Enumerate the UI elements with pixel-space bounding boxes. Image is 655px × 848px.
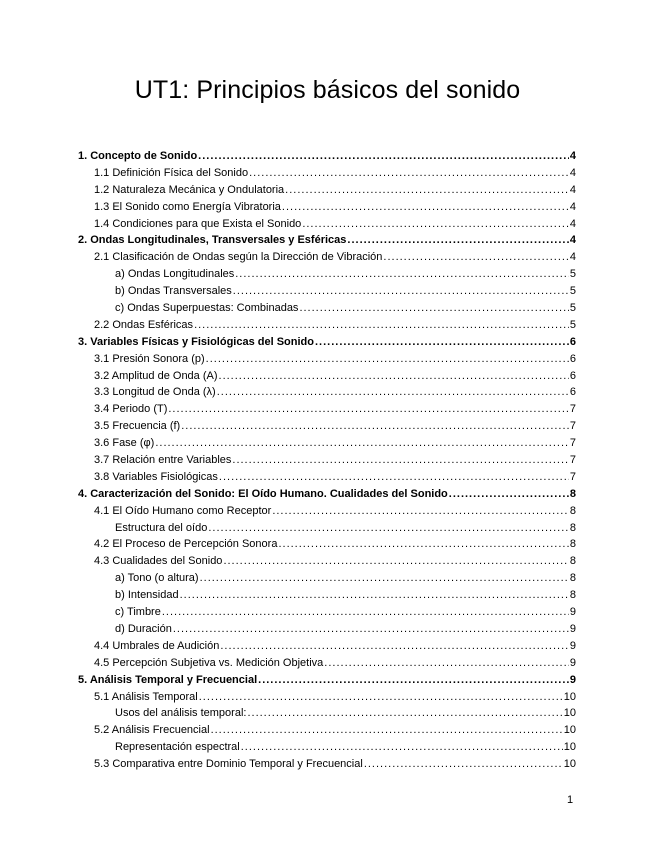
toc-dot-leader: [241, 739, 563, 756]
toc-dot-leader: [155, 435, 569, 452]
toc-entry-label: c) Timbre: [115, 606, 161, 619]
toc-entry-label: 4.1 El Oído Humano como Receptor: [94, 504, 272, 517]
toc-entry-label: 4.3 Cualidades del Sonido: [94, 555, 223, 568]
toc-dot-leader: [173, 621, 569, 638]
toc-entry-label: Representación espectral: [115, 741, 240, 754]
toc-entry[interactable]: [78, 334, 576, 351]
toc-dot-leader: [180, 587, 569, 604]
toc-entry[interactable]: [78, 148, 576, 165]
toc-entry-label: 3. Variables Físicas y Fisiológicas del Sonido: [78, 335, 314, 348]
toc-entry-label: 3.4 Periodo (T): [94, 403, 168, 416]
toc-entry[interactable]: [78, 469, 576, 486]
toc-entry-page: 9: [569, 673, 576, 686]
toc-dot-leader: [299, 300, 568, 317]
toc-entry-label: 3.2 Amplitud de Onda (A): [94, 369, 218, 382]
toc-entry-label: b) Ondas Transversales: [115, 285, 232, 298]
toc-entry-page: 7: [569, 437, 576, 450]
toc-entry[interactable]: [78, 672, 576, 689]
toc-entry-page: 4: [569, 217, 576, 230]
toc-entry[interactable]: [78, 418, 576, 435]
toc-entry-label: 4.5 Percepción Subjetiva vs. Medición Objetiva: [94, 656, 324, 669]
toc-entry-label: 5.2 Análisis Frecuencial: [94, 724, 210, 737]
toc-dot-leader: [235, 266, 569, 283]
toc-entry-page: 4: [569, 251, 576, 264]
toc-entry[interactable]: [78, 368, 576, 385]
toc-dot-leader: [324, 655, 569, 672]
toc-entry-page: 8: [569, 504, 576, 517]
toc-entry-label: 3.3 Longitud de Onda (λ): [94, 386, 216, 399]
toc-entry-page: 9: [569, 656, 576, 669]
document-title: UT1: Principios básicos del sonido: [134, 76, 521, 104]
toc-entry-label: a) Ondas Longitudinales: [115, 268, 235, 281]
toc-entry-page: 6: [569, 335, 576, 348]
toc-entry-page: 4: [569, 150, 576, 162]
toc-dot-leader: [181, 418, 569, 435]
toc-dot-leader: [278, 536, 568, 553]
toc-entry-label: d) Duración: [115, 622, 172, 635]
toc-entry[interactable]: [78, 570, 576, 587]
toc-entry-page: 9: [569, 622, 576, 635]
toc-entry-label: 1.3 El Sonido como Energía Vibratoria: [94, 200, 281, 213]
toc-entry[interactable]: [78, 182, 576, 199]
toc-entry[interactable]: [78, 553, 576, 570]
toc-entry[interactable]: [78, 452, 576, 469]
toc-entry[interactable]: [78, 199, 576, 216]
toc-entry[interactable]: [78, 351, 576, 368]
toc-entry-label: 4.2 El Proceso de Percepción Sonora: [94, 538, 278, 551]
toc-entry[interactable]: [78, 401, 576, 418]
toc-dot-leader: [302, 216, 569, 233]
toc-entry-page: 7: [569, 420, 576, 433]
toc-entry-page: 8: [569, 572, 576, 585]
toc-entry[interactable]: [78, 216, 576, 233]
toc-dot-leader: [198, 148, 569, 165]
toc-entry[interactable]: [78, 536, 576, 553]
table-of-contents: [78, 148, 576, 773]
toc-entry-page: 6: [569, 352, 576, 365]
toc-entry[interactable]: [78, 435, 576, 452]
toc-dot-leader: [211, 722, 563, 739]
toc-entry-page: 8: [569, 555, 576, 568]
toc-dot-leader: [200, 570, 569, 587]
toc-dot-leader: [194, 317, 569, 334]
toc-entry[interactable]: [78, 689, 576, 706]
toc-entry-label: b) Intensidad: [115, 589, 179, 602]
toc-entry[interactable]: [78, 621, 576, 638]
toc-entry-page: 10: [563, 707, 576, 720]
toc-dot-leader: [285, 182, 569, 199]
toc-entry-page: 4: [569, 200, 576, 213]
toc-entry-page: 6: [569, 386, 576, 399]
toc-entry-page: 4: [569, 183, 576, 196]
toc-entry-page: 7: [569, 454, 576, 467]
toc-entry-label: a) Tono (o altura): [115, 572, 199, 585]
toc-entry-label: 1.1 Definición Física del Sonido: [94, 166, 249, 179]
toc-entry[interactable]: [78, 655, 576, 672]
toc-dot-leader: [449, 486, 569, 503]
toc-entry-label: 5.1 Análisis Temporal: [94, 690, 198, 703]
toc-entry-page: 4: [569, 234, 576, 247]
toc-entry-page: 5: [569, 285, 576, 298]
toc-entry-label: Estructura del oído: [115, 521, 208, 534]
toc-entry-label: 2.1 Clasificación de Ondas según la Dirección de Vibración: [94, 251, 383, 264]
toc-entry[interactable]: [78, 486, 576, 503]
toc-entry-label: 2.2 Ondas Esféricas: [94, 318, 194, 331]
toc-entry-page: 8: [569, 589, 576, 602]
toc-dot-leader: [272, 503, 569, 520]
toc-entry[interactable]: [78, 232, 576, 249]
toc-entry[interactable]: [78, 604, 576, 621]
toc-dot-leader: [206, 351, 569, 368]
toc-entry[interactable]: [78, 165, 576, 182]
toc-dot-leader: [258, 672, 569, 689]
toc-entry-label: Usos del análisis temporal:: [115, 707, 247, 720]
toc-entry-page: 8: [569, 521, 576, 534]
toc-entry-label: c) Ondas Superpuestas: Combinadas: [115, 302, 299, 315]
toc-dot-leader: [232, 452, 568, 469]
toc-dot-leader: [364, 756, 563, 773]
toc-entry-label: 3.8 Variables Fisiológicas: [94, 470, 218, 483]
toc-dot-leader: [223, 553, 568, 570]
toc-entry-label: 1. Concepto de Sonido: [78, 150, 198, 162]
toc-entry[interactable]: [78, 300, 576, 317]
toc-entry[interactable]: [78, 722, 576, 739]
page-number: 1: [566, 794, 574, 806]
toc-entry[interactable]: [78, 249, 576, 266]
toc-entry-label: 3.7 Relación entre Variables: [94, 454, 232, 467]
toc-entry-label: 3.1 Presión Sonora (p): [94, 352, 205, 365]
toc-entry-page: 8: [569, 487, 576, 500]
toc-entry-page: 5: [569, 268, 576, 281]
toc-entry[interactable]: [78, 503, 576, 520]
toc-entry-page: 7: [569, 403, 576, 416]
toc-entry-page: 10: [563, 758, 576, 771]
toc-entry-page: 10: [563, 741, 576, 754]
toc-entry-page: 10: [563, 724, 576, 737]
toc-dot-leader: [220, 638, 569, 655]
toc-dot-leader: [208, 520, 569, 537]
toc-entry-page: 10: [563, 690, 576, 703]
toc-dot-leader: [233, 283, 569, 300]
toc-dot-leader: [249, 165, 569, 182]
toc-entry-label: 3.5 Frecuencia (f): [94, 420, 181, 433]
toc-entry-page: 5: [569, 318, 576, 331]
toc-dot-leader: [217, 384, 569, 401]
toc-entry-page: 4: [569, 166, 576, 179]
toc-dot-leader: [347, 232, 568, 249]
toc-entry-label: 2. Ondas Longitudinales, Transversales y Esféricas: [78, 234, 347, 247]
toc-dot-leader: [247, 705, 562, 722]
toc-entry[interactable]: [78, 739, 576, 756]
toc-entry[interactable]: [78, 384, 576, 401]
toc-entry-page: 8: [569, 538, 576, 551]
toc-entry-page: 6: [569, 369, 576, 382]
toc-entry-label: 1.2 Naturaleza Mecánica y Ondulatoria: [94, 183, 285, 196]
toc-entry-label: 1.4 Condiciones para que Exista el Sonido: [94, 217, 302, 230]
toc-entry[interactable]: [78, 705, 576, 722]
toc-entry[interactable]: [78, 756, 576, 773]
toc-dot-leader: [199, 689, 563, 706]
toc-entry-page: 9: [569, 639, 576, 652]
toc-dot-leader: [219, 368, 569, 385]
toc-entry[interactable]: [78, 638, 576, 655]
toc-entry-page: 9: [569, 606, 576, 619]
toc-entry-label: 3.6 Fase (φ): [94, 437, 155, 450]
toc-entry-page: 5: [569, 302, 576, 315]
toc-dot-leader: [219, 469, 569, 486]
toc-entry[interactable]: [78, 266, 576, 283]
toc-entry[interactable]: [78, 520, 576, 537]
toc-dot-leader: [315, 334, 569, 351]
toc-dot-leader: [383, 249, 568, 266]
toc-dot-leader: [282, 199, 569, 216]
toc-entry-label: 4.4 Umbrales de Audición: [94, 639, 220, 652]
toc-entry-page: 7: [569, 470, 576, 483]
toc-entry-label: 5.3 Comparativa entre Dominio Temporal y Frecuencial: [94, 758, 363, 771]
toc-dot-leader: [168, 401, 569, 418]
toc-dot-leader: [162, 604, 569, 621]
toc-entry[interactable]: [78, 283, 576, 300]
toc-entry[interactable]: [78, 317, 576, 334]
toc-entry-label: 5. Análisis Temporal y Frecuencial: [78, 673, 258, 686]
toc-entry[interactable]: [78, 587, 576, 604]
toc-entry-label: 4. Caracterización del Sonido: El Oído Humano. Cualidades del Sonido: [78, 487, 448, 500]
